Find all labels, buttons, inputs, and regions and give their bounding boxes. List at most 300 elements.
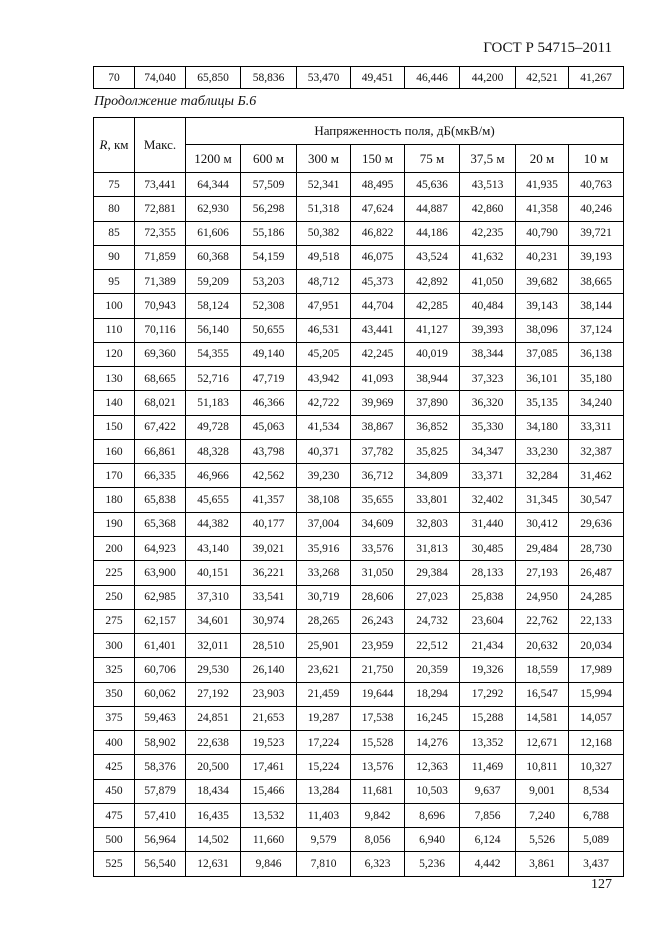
table-cell: 11,403: [297, 803, 351, 827]
table-cell: 34,601: [186, 609, 241, 633]
table-cell: 57,879: [135, 779, 186, 803]
table-cell: 59,209: [186, 270, 241, 294]
table-cell: 500: [94, 828, 135, 852]
table-cell: 31,462: [569, 464, 624, 488]
table-cell: 43,942: [297, 367, 351, 391]
table-cell: 15,288: [460, 706, 516, 730]
table-row: [94, 318, 624, 342]
table-cell: 6,323: [351, 852, 405, 876]
table-cell: 22,762: [516, 609, 569, 633]
table-cell: 21,459: [297, 682, 351, 706]
table-cell: 23,903: [241, 682, 297, 706]
table-cell: 250: [94, 585, 135, 609]
table-cell: 29,530: [186, 658, 241, 682]
table-cell: 150: [94, 415, 135, 439]
table-cell: 11,469: [460, 755, 516, 779]
table-cell: 9,637: [460, 779, 516, 803]
table-cell: 40,763: [569, 173, 624, 197]
table-cell: 80: [94, 197, 135, 221]
table-cell: 19,326: [460, 658, 516, 682]
table-cell: 190: [94, 512, 135, 536]
distance-unit: , км: [107, 137, 129, 152]
table-cell: 15,224: [297, 755, 351, 779]
table-cell: 170: [94, 464, 135, 488]
table-row: [94, 852, 624, 876]
table-cell: 16,435: [186, 803, 241, 827]
column-header-height: 37,5 м: [460, 145, 516, 173]
column-header-height: 600 м: [241, 145, 297, 173]
table-cell: 60,062: [135, 682, 186, 706]
table-cell: 15,466: [241, 779, 297, 803]
table-cell: 56,140: [186, 318, 241, 342]
table-cell: 21,434: [460, 634, 516, 658]
table-cell: 52,308: [241, 294, 297, 318]
table-cell: 41,267: [569, 67, 624, 89]
table-cell: 43,798: [241, 439, 297, 463]
table-cell: 5,526: [516, 828, 569, 852]
previous-table-last-row: [93, 66, 624, 89]
table-cell: 37,085: [516, 342, 569, 366]
table-cell: 13,352: [460, 731, 516, 755]
table-cell: 57,509: [241, 173, 297, 197]
table-cell: 15,994: [569, 682, 624, 706]
table-cell: 36,852: [405, 415, 460, 439]
table-cell: 35,825: [405, 439, 460, 463]
table-cell: 38,665: [569, 270, 624, 294]
table-cell: 18,294: [405, 682, 460, 706]
table-cell: 16,245: [405, 706, 460, 730]
table-cell: 33,541: [241, 585, 297, 609]
table-cell: 28,133: [460, 561, 516, 585]
table-cell: 12,168: [569, 731, 624, 755]
table-cell: 45,373: [351, 270, 405, 294]
table-cell: 44,704: [351, 294, 405, 318]
table-cell: 74,040: [135, 67, 186, 89]
table-cell: 31,050: [351, 561, 405, 585]
table-row: [94, 803, 624, 827]
table-cell: 72,881: [135, 197, 186, 221]
table-cell: 62,930: [186, 197, 241, 221]
table-cell: 31,813: [405, 536, 460, 560]
table-cell: 42,235: [460, 221, 516, 245]
table-cell: 110: [94, 318, 135, 342]
table-cell: 34,809: [405, 464, 460, 488]
table-cell: 37,782: [351, 439, 405, 463]
table-cell: 27,023: [405, 585, 460, 609]
table-cell: 38,096: [516, 318, 569, 342]
table-row: [94, 536, 624, 560]
table-cell: 41,050: [460, 270, 516, 294]
table-cell: 47,719: [241, 367, 297, 391]
table-cell: 12,363: [405, 755, 460, 779]
table-cell: 39,969: [351, 391, 405, 415]
table-cell: 29,384: [405, 561, 460, 585]
table-cell: 65,838: [135, 488, 186, 512]
table-cell: 24,285: [569, 585, 624, 609]
table-cell: 9,846: [241, 852, 297, 876]
table-cell: 21,653: [241, 706, 297, 730]
table-cell: 65,368: [135, 512, 186, 536]
table-cell: 12,631: [186, 852, 241, 876]
table-cell: 14,276: [405, 731, 460, 755]
table-cell: 55,186: [241, 221, 297, 245]
table-cell: 7,240: [516, 803, 569, 827]
table-cell: 41,534: [297, 415, 351, 439]
table-cell: 25,838: [460, 585, 516, 609]
table-cell: 375: [94, 706, 135, 730]
table-cell: 35,655: [351, 488, 405, 512]
page-number: 127: [591, 877, 612, 892]
table-cell: 425: [94, 755, 135, 779]
table-cell: 22,133: [569, 609, 624, 633]
table-cell: 51,183: [186, 391, 241, 415]
table-cell: 39,193: [569, 245, 624, 269]
table-cell: 180: [94, 488, 135, 512]
table-cell: 32,284: [516, 464, 569, 488]
table-cell: 14,057: [569, 706, 624, 730]
table-row: [94, 706, 624, 730]
table-cell: 48,328: [186, 439, 241, 463]
column-header-distance: [94, 118, 135, 173]
table-cell: 46,366: [241, 391, 297, 415]
table-cell: 48,495: [351, 173, 405, 197]
table-cell: 43,140: [186, 536, 241, 560]
table-cell: 70,943: [135, 294, 186, 318]
table-cell: 350: [94, 682, 135, 706]
table-cell: 56,540: [135, 852, 186, 876]
table-cell: 34,609: [351, 512, 405, 536]
table-cell: 38,344: [460, 342, 516, 366]
table-cell: 54,355: [186, 342, 241, 366]
table-cell: 21,750: [351, 658, 405, 682]
table-row: [94, 464, 624, 488]
table-cell: 42,860: [460, 197, 516, 221]
table-cell: 6,124: [460, 828, 516, 852]
table-cell: 130: [94, 367, 135, 391]
table-row: [94, 658, 624, 682]
table-cell: 52,341: [297, 173, 351, 197]
table-cell: 32,402: [460, 488, 516, 512]
table-row: [94, 488, 624, 512]
table-cell: 43,513: [460, 173, 516, 197]
table-row: [94, 342, 624, 366]
table-cell: 30,719: [297, 585, 351, 609]
table-cell: 41,357: [241, 488, 297, 512]
table-cell: 11,660: [241, 828, 297, 852]
table-cell: 19,644: [351, 682, 405, 706]
table-cell: 62,157: [135, 609, 186, 633]
table-cell: 10,503: [405, 779, 460, 803]
table-cell: 42,562: [241, 464, 297, 488]
table-cell: 13,532: [241, 803, 297, 827]
table-cell: 41,935: [516, 173, 569, 197]
table-cell: 7,810: [297, 852, 351, 876]
table-row: [94, 294, 624, 318]
table-cell: 30,547: [569, 488, 624, 512]
table-cell: 46,966: [186, 464, 241, 488]
table-cell: 26,140: [241, 658, 297, 682]
table-cell: 13,284: [297, 779, 351, 803]
table-cell: 70,116: [135, 318, 186, 342]
table-cell: 61,401: [135, 634, 186, 658]
table-row: [94, 561, 624, 585]
table-cell: 19,523: [241, 731, 297, 755]
table-cell: 39,393: [460, 318, 516, 342]
column-header-height: 10 м: [569, 145, 624, 173]
table-cell: 64,344: [186, 173, 241, 197]
table-cell: 90: [94, 245, 135, 269]
table-cell: 51,318: [297, 197, 351, 221]
table-cell: 29,484: [516, 536, 569, 560]
table-cell: 14,502: [186, 828, 241, 852]
table-cell: 39,682: [516, 270, 569, 294]
column-group-header: Напряженность поля, дБ(мкВ/м): [186, 118, 624, 145]
table-cell: 33,311: [569, 415, 624, 439]
table-cell: 65,850: [186, 67, 241, 89]
table-cell: 16,547: [516, 682, 569, 706]
table-row: [94, 585, 624, 609]
table-cell: 40,371: [297, 439, 351, 463]
table-row: [94, 512, 624, 536]
table-cell: 23,621: [297, 658, 351, 682]
table-cell: 95: [94, 270, 135, 294]
table-cell: 28,510: [241, 634, 297, 658]
table-cell: 49,451: [351, 67, 405, 89]
table-cell: 44,887: [405, 197, 460, 221]
table-cell: 33,371: [460, 464, 516, 488]
table-cell: 64,923: [135, 536, 186, 560]
table-cell: 58,124: [186, 294, 241, 318]
table-cell: 36,138: [569, 342, 624, 366]
table-row: [94, 221, 624, 245]
r-symbol: R: [99, 137, 108, 152]
table-cell: 8,534: [569, 779, 624, 803]
table-cell: 47,951: [297, 294, 351, 318]
table-cell: 40,151: [186, 561, 241, 585]
table-cell: 140: [94, 391, 135, 415]
table-cell: 62,985: [135, 585, 186, 609]
table-cell: 71,859: [135, 245, 186, 269]
table-cell: 49,140: [241, 342, 297, 366]
table-cell: 14,581: [516, 706, 569, 730]
table-cell: 42,892: [405, 270, 460, 294]
table-cell: 42,245: [351, 342, 405, 366]
table-cell: 56,298: [241, 197, 297, 221]
table-cell: 9,842: [351, 803, 405, 827]
table-cell: 72,355: [135, 221, 186, 245]
table-cell: 38,944: [405, 367, 460, 391]
table-cell: 35,180: [569, 367, 624, 391]
table-cell: 44,186: [405, 221, 460, 245]
table-cell: 60,706: [135, 658, 186, 682]
table-cell: 43,524: [405, 245, 460, 269]
table-cell: 33,576: [351, 536, 405, 560]
table-cell: 71,389: [135, 270, 186, 294]
table-row: [94, 779, 624, 803]
table-cell: 34,347: [460, 439, 516, 463]
table-cell: 58,836: [241, 67, 297, 89]
table-cell: 41,632: [460, 245, 516, 269]
table-cell: 24,732: [405, 609, 460, 633]
table-cell: 20,034: [569, 634, 624, 658]
table-cell: 53,203: [241, 270, 297, 294]
table-cell: 36,712: [351, 464, 405, 488]
table-cell: 40,177: [241, 512, 297, 536]
table-cell: 59,463: [135, 706, 186, 730]
table-cell: 19,287: [297, 706, 351, 730]
table-cell: 66,861: [135, 439, 186, 463]
table-cell: 31,440: [460, 512, 516, 536]
table-row: [94, 609, 624, 633]
table-cell: 50,655: [241, 318, 297, 342]
table-cell: 33,268: [297, 561, 351, 585]
table-cell: 30,485: [460, 536, 516, 560]
table-cell: 36,320: [460, 391, 516, 415]
table-cell: 34,240: [569, 391, 624, 415]
table-cell: 49,518: [297, 245, 351, 269]
table-cell: 38,144: [569, 294, 624, 318]
table-cell: 38,867: [351, 415, 405, 439]
table-cell: 475: [94, 803, 135, 827]
table-cell: 39,143: [516, 294, 569, 318]
table-cell: 225: [94, 561, 135, 585]
table-cell: 6,788: [569, 803, 624, 827]
table-cell: 37,310: [186, 585, 241, 609]
table-cell: 26,243: [351, 609, 405, 633]
table-cell: 46,531: [297, 318, 351, 342]
table-cell: 7,856: [460, 803, 516, 827]
table-cell: 9,579: [297, 828, 351, 852]
table-cell: 40,790: [516, 221, 569, 245]
column-header-max: Макс.: [135, 118, 186, 173]
table-cell: 52,716: [186, 367, 241, 391]
table-cell: 275: [94, 609, 135, 633]
table-cell: 35,916: [297, 536, 351, 560]
table-cell: 31,345: [516, 488, 569, 512]
table-cell: 32,803: [405, 512, 460, 536]
table-cell: 400: [94, 731, 135, 755]
table-cell: 23,959: [351, 634, 405, 658]
column-header-height: 300 м: [297, 145, 351, 173]
table-cell: 67,422: [135, 415, 186, 439]
table-cell: 22,512: [405, 634, 460, 658]
table-cell: 450: [94, 779, 135, 803]
table-cell: 11,681: [351, 779, 405, 803]
table-cell: 39,721: [569, 221, 624, 245]
table-cell: 17,989: [569, 658, 624, 682]
table-cell: 25,901: [297, 634, 351, 658]
table-cell: 45,636: [405, 173, 460, 197]
table-cell: 40,246: [569, 197, 624, 221]
table-row: [94, 245, 624, 269]
table-cell: 39,230: [297, 464, 351, 488]
table-cell: 85: [94, 221, 135, 245]
table-row: [94, 67, 624, 89]
table-row: [94, 197, 624, 221]
table-cell: 22,638: [186, 731, 241, 755]
table-cell: 3,861: [516, 852, 569, 876]
table-cell: 23,604: [460, 609, 516, 633]
table-cell: 40,484: [460, 294, 516, 318]
table-cell: 120: [94, 342, 135, 366]
table-cell: 24,950: [516, 585, 569, 609]
table-cell: 28,606: [351, 585, 405, 609]
table-cell: 68,021: [135, 391, 186, 415]
field-strength-table: [93, 117, 624, 877]
table-cell: 49,728: [186, 415, 241, 439]
table-row: [94, 439, 624, 463]
table-cell: 32,011: [186, 634, 241, 658]
column-header-height: 20 м: [516, 145, 569, 173]
table-cell: 10,327: [569, 755, 624, 779]
table-caption: Продолжение таблицы Б.6: [94, 94, 257, 109]
table-cell: 47,624: [351, 197, 405, 221]
column-header-height: 150 м: [351, 145, 405, 173]
table-cell: 3,437: [569, 852, 624, 876]
table-cell: 30,412: [516, 512, 569, 536]
table-cell: 45,655: [186, 488, 241, 512]
table-cell: 34,180: [516, 415, 569, 439]
table-cell: 41,127: [405, 318, 460, 342]
table-cell: 28,265: [297, 609, 351, 633]
table-cell: 50,382: [297, 221, 351, 245]
table-cell: 17,224: [297, 731, 351, 755]
table-cell: 46,822: [351, 221, 405, 245]
table-cell: 40,019: [405, 342, 460, 366]
table-cell: 9,001: [516, 779, 569, 803]
column-header-height: 75 м: [405, 145, 460, 173]
table-cell: 58,376: [135, 755, 186, 779]
table-cell: 68,665: [135, 367, 186, 391]
table-cell: 8,696: [405, 803, 460, 827]
table-cell: 17,538: [351, 706, 405, 730]
table-cell: 17,461: [241, 755, 297, 779]
table-cell: 36,101: [516, 367, 569, 391]
table-cell: 69,360: [135, 342, 186, 366]
table-cell: 35,330: [460, 415, 516, 439]
table-cell: 66,335: [135, 464, 186, 488]
table-cell: 57,410: [135, 803, 186, 827]
table-row: [94, 415, 624, 439]
table-cell: 61,606: [186, 221, 241, 245]
table-cell: 26,487: [569, 561, 624, 585]
table-cell: 32,387: [569, 439, 624, 463]
table-cell: 46,075: [351, 245, 405, 269]
table-cell: 45,205: [297, 342, 351, 366]
table-cell: 42,285: [405, 294, 460, 318]
table-cell: 48,712: [297, 270, 351, 294]
table-cell: 35,135: [516, 391, 569, 415]
table-cell: 6,940: [405, 828, 460, 852]
table-cell: 325: [94, 658, 135, 682]
table-row: [94, 367, 624, 391]
table-cell: 44,382: [186, 512, 241, 536]
table-cell: 37,890: [405, 391, 460, 415]
table-row: [94, 391, 624, 415]
table-cell: 27,192: [186, 682, 241, 706]
table-cell: 73,441: [135, 173, 186, 197]
table-cell: 17,292: [460, 682, 516, 706]
table-cell: 33,230: [516, 439, 569, 463]
table-cell: 33,801: [405, 488, 460, 512]
table-cell: 58,902: [135, 731, 186, 755]
table-cell: 18,559: [516, 658, 569, 682]
table-row: [94, 682, 624, 706]
table-cell: 41,093: [351, 367, 405, 391]
document-code: ГОСТ Р 54715–2011: [483, 40, 612, 56]
table-cell: 28,730: [569, 536, 624, 560]
column-header-height: 1200 м: [186, 145, 241, 173]
